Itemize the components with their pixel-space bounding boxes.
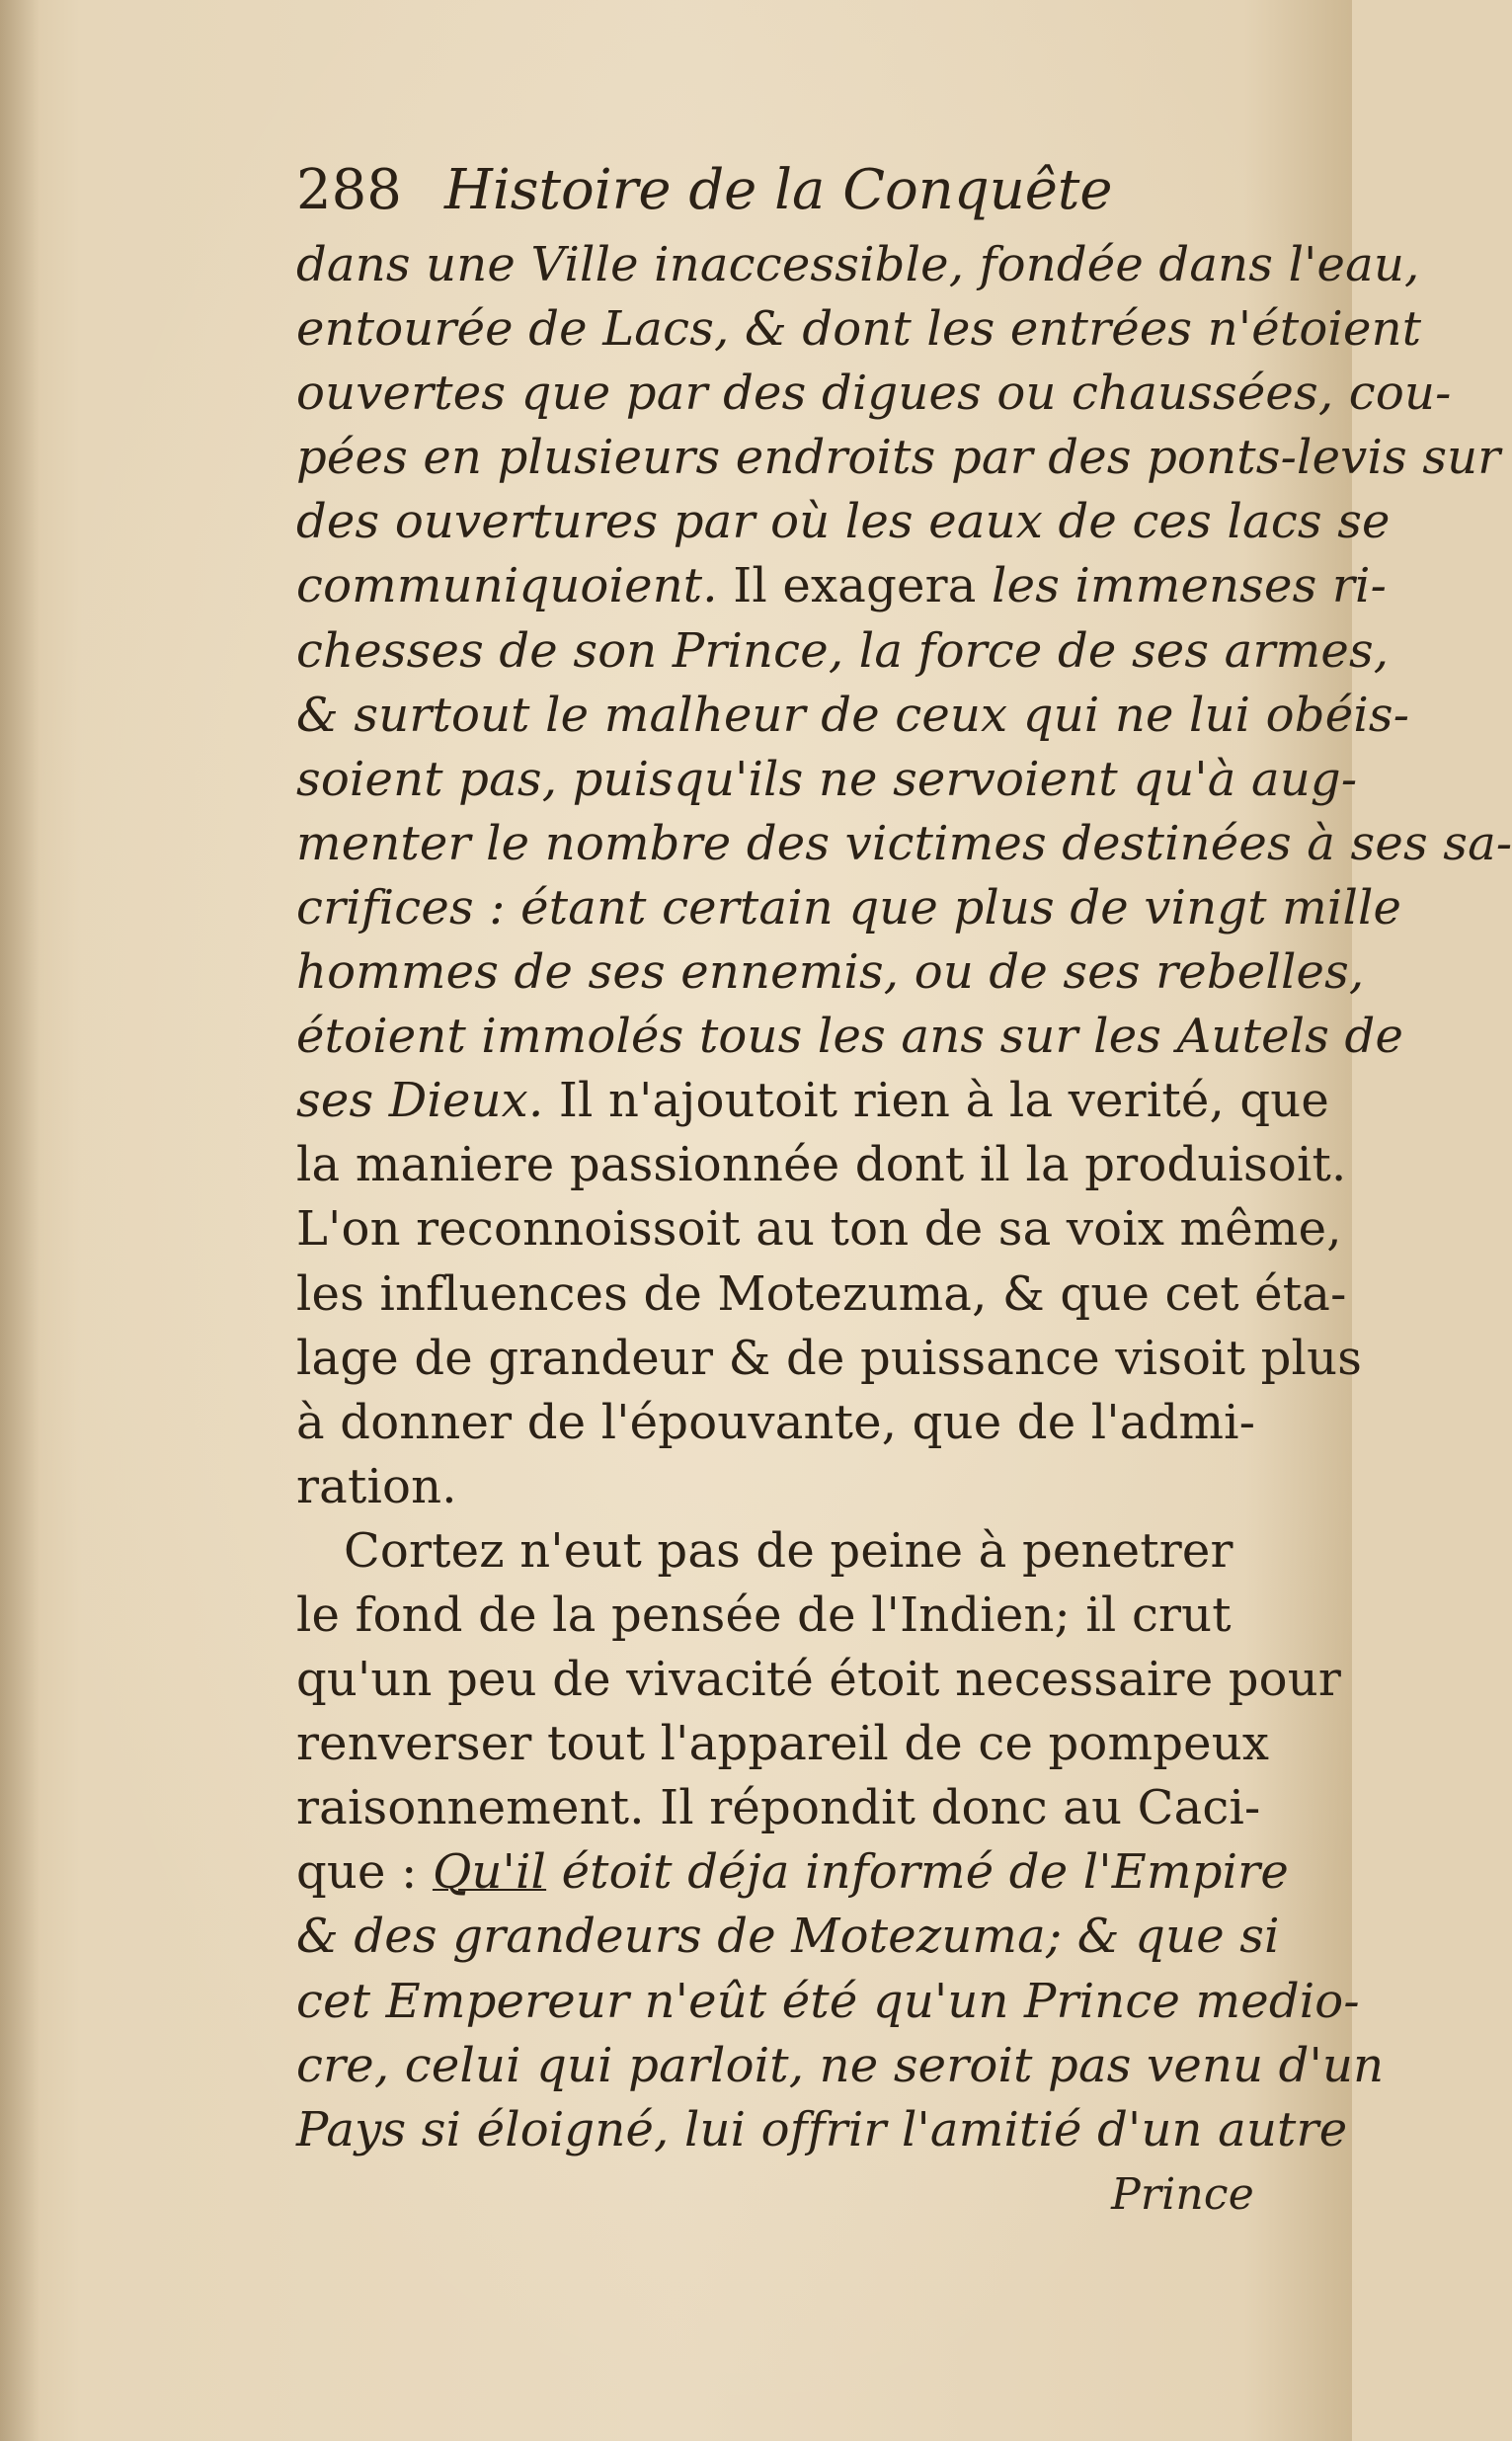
- text-line: crifices : étant certain que plus de vingt mille: [296, 879, 1402, 936]
- text-line: cre, celui qui parloit, ne seroit pas venu d'un: [296, 2037, 1385, 2093]
- text-line: menter le nombre des victimes destinées à ses sa-: [296, 815, 1512, 871]
- text-line: Cortez n'eut pas de peine à penetrer: [344, 1522, 1233, 1579]
- text-line: la maniere passionnée dont il la produisoit.: [296, 1137, 1347, 1193]
- text-line: les influences de Motezuma, & que cet éta-: [296, 1265, 1347, 1322]
- text-line: cet Empereur n'eût été qu'un Prince medio-: [296, 1973, 1360, 2029]
- text-line: entourée de Lacs, & dont les entrées n'étoient: [296, 301, 1422, 358]
- running-title: Histoire de la Conquête: [444, 158, 1113, 222]
- text-line: ration.: [296, 1458, 457, 1514]
- text-line: étoient immolés tous les ans sur les Autels de: [296, 1009, 1404, 1065]
- text-line: Pays si éloigné, lui offrir l'amitié d'un autre: [296, 2101, 1348, 2157]
- text-line: communiquoient. Il exagera les immenses ri-: [296, 558, 1388, 614]
- text-line: à donner de l'épouvante, que de l'admi-: [296, 1394, 1256, 1450]
- text-line: le fond de la pensée de l'Indien; il crut: [296, 1587, 1232, 1643]
- text-line: chesses de son Prince, la force de ses armes,: [296, 622, 1390, 679]
- text-block: [296, 148, 1512, 2227]
- text-line: L'on reconnoissoit au ton de sa voix même,: [296, 1201, 1342, 1258]
- text-line: ouvertes que par des digues ou chaussées, cou-: [296, 366, 1452, 422]
- text-line: soient pas, puisqu'ils ne servoient qu'à aug-: [296, 751, 1358, 807]
- text-line: des ouvertures par où les eaux de ces lacs se: [296, 494, 1391, 550]
- text-line: & des grandeurs de Motezuma; & que si: [296, 1909, 1280, 1965]
- text-line: raisonnement. Il répondit donc au Caci-: [296, 1780, 1261, 1836]
- running-head: [296, 148, 1363, 233]
- text-line: que : Qu'il étoit déja informé de l'Empire: [296, 1844, 1289, 1901]
- text-line: ses Dieux. Il n'ajoutoit rien à la verité, que: [296, 1073, 1330, 1129]
- text-line: qu'un peu de vivacité étoit necessaire pour: [296, 1652, 1342, 1708]
- text-line: lage de grandeur & de puissance visoit plus: [296, 1330, 1363, 1386]
- catchword: Prince: [1111, 2168, 1254, 2220]
- page-number: 288: [296, 158, 402, 222]
- text-line: dans une Ville inaccessible, fondée dans l'eau,: [296, 237, 1420, 292]
- text-line: hommes de ses ennemis, ou de ses rebelles,: [296, 944, 1365, 1001]
- text-line: & surtout le malheur de ceux qui ne lui obéis-: [296, 687, 1410, 743]
- text-line: renverser tout l'appareil de ce pompeux: [296, 1716, 1270, 1772]
- gutter-shadow: [0, 0, 40, 2441]
- text-line: pées en plusieurs endroits par des ponts-levis sur: [296, 430, 1501, 486]
